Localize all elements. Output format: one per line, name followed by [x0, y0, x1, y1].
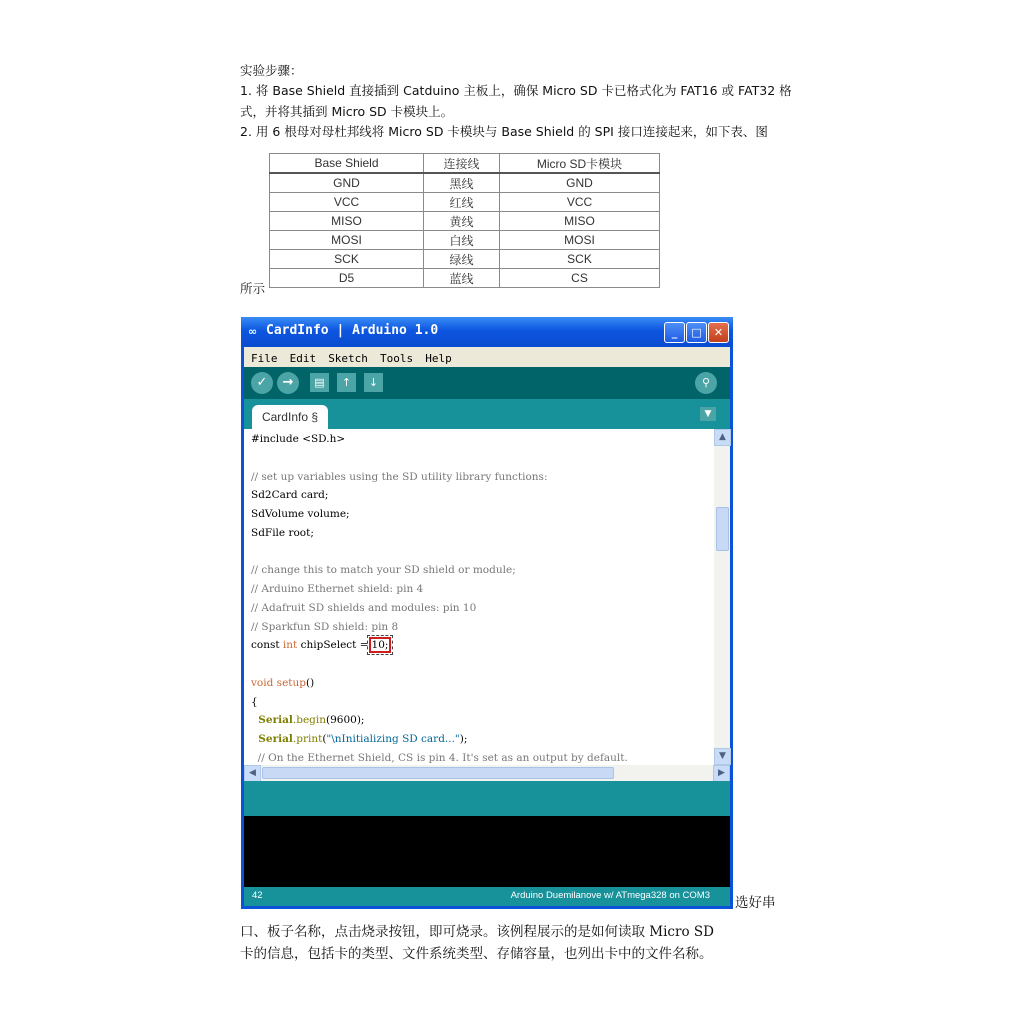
title-bar[interactable] [241, 317, 733, 347]
menu-bar [244, 347, 730, 367]
cell: CS [500, 269, 660, 288]
code-line-blank [251, 449, 628, 468]
cell: GND [500, 173, 660, 193]
code-line-blank [251, 655, 628, 674]
wiring-table [269, 153, 660, 288]
wiring-table-header [270, 154, 660, 174]
scroll-left-icon[interactable]: ◀ [244, 765, 261, 782]
menu-file[interactable]: File [251, 352, 278, 365]
save-button[interactable]: ↓ [364, 373, 383, 392]
cell: SCK [270, 250, 424, 269]
code-line: // set up variables using the SD utility library functions: [251, 470, 548, 483]
code-line: { [251, 695, 258, 708]
header-sd-module: Micro SD卡模块 [500, 154, 660, 174]
console-output [244, 816, 730, 887]
code-token: (9600); [326, 714, 365, 727]
code-line [251, 711, 628, 730]
code-line-chipselect [251, 636, 628, 655]
code-token: .print [292, 733, 323, 745]
code-token: void [251, 676, 274, 689]
verify-button[interactable]: ✓ [251, 372, 273, 394]
step1-line1: 1. 将 Base Shield 直接插到 Catduino 主板上，确保 Micro SD 卡已格式化为 FAT16 或 FAT32 格 [240, 83, 792, 98]
vertical-scroll-thumb[interactable] [716, 507, 729, 551]
cell: 红线 [424, 193, 500, 212]
cell: 黄线 [424, 212, 500, 231]
cell: 白线 [424, 231, 500, 250]
header-base-shield: Base Shield [270, 154, 424, 174]
cell: SCK [500, 250, 660, 269]
open-button[interactable]: ↑ [337, 373, 356, 392]
code-line [251, 730, 628, 749]
code-line: // Adafruit SD shields and modules: pin 10 [251, 601, 477, 614]
code-line: // Sparkfun SD shield: pin 8 [251, 620, 399, 633]
cell: MOSI [270, 231, 424, 250]
line-number: 42 [252, 890, 263, 901]
code-line: #include <SD.h> [251, 433, 346, 445]
heading: 实验步骤： [240, 63, 303, 78]
cell: D5 [270, 269, 424, 288]
scroll-up-icon[interactable]: ▲ [714, 429, 731, 446]
menu-tools[interactable]: Tools [380, 352, 414, 365]
table-row [270, 269, 660, 288]
minimize-button[interactable]: _ [664, 322, 685, 343]
code-token: const [251, 639, 283, 652]
code-line: SdFile root; [251, 526, 314, 539]
cell: GND [270, 173, 424, 193]
code-line [251, 674, 628, 693]
cell: MISO [500, 212, 660, 231]
cell: VCC [500, 193, 660, 212]
table-row [270, 173, 660, 193]
code-line: // change this to match your SD shield or module; [251, 564, 516, 577]
cell: 绿线 [424, 250, 500, 269]
step2-tail: 所示 [240, 281, 266, 296]
status-bar [244, 887, 730, 906]
horizontal-scrollbar[interactable] [244, 765, 730, 781]
table-row [270, 212, 660, 231]
vertical-scrollbar[interactable] [714, 429, 730, 765]
menu-edit[interactable]: Edit [289, 352, 317, 365]
tab-cardinfo[interactable]: CardInfo § [252, 405, 328, 429]
code-token: int [282, 639, 298, 652]
cell: VCC [270, 193, 424, 212]
close-button[interactable]: ✕ [708, 322, 729, 343]
code-token: chipSelect = [297, 639, 369, 652]
upload-button[interactable]: → [277, 372, 299, 394]
cell: 蓝线 [424, 269, 500, 288]
after-line3: 卡的信息，包括卡的类型、文件系统类型、存储容量，也列出卡中的文件名称。 [240, 946, 713, 962]
code-token: setup [273, 676, 306, 689]
cell: 黑线 [424, 173, 500, 193]
code-token: () [306, 676, 315, 689]
header-wire: 连接线 [424, 154, 500, 174]
menu-sketch[interactable]: Sketch [328, 352, 368, 365]
table-row [270, 231, 660, 250]
window-title: CardInfo | Arduino 1.0 [266, 323, 439, 338]
code-token: Serial [251, 733, 293, 745]
code-token: .begin [292, 714, 327, 727]
arduino-logo-icon: ∞ [248, 325, 258, 338]
code-line: // On the Ethernet Shield, CS is pin 4. It's set as an output by default. [251, 751, 628, 764]
scroll-right-icon[interactable]: ▶ [713, 765, 730, 782]
tab-bar [244, 399, 730, 429]
step2-line1: 2. 用 6 根母对母杜邦线将 Micro SD 卡模块与 Base Shield 的 SPI 接口连接起来，如下表、图 [240, 124, 768, 139]
after-line1: 选好串 [735, 895, 776, 911]
arduino-window [241, 317, 733, 909]
cell: MOSI [500, 231, 660, 250]
code-line-blank [251, 543, 628, 562]
maximize-button[interactable]: □ [686, 322, 707, 343]
step1-line2: 式，并将其插到 Micro SD 卡模块上。 [240, 104, 454, 119]
table-row [270, 193, 660, 212]
scroll-down-icon[interactable]: ▼ [714, 748, 731, 765]
serial-monitor-button[interactable]: ⚲ [695, 372, 717, 394]
menu-help[interactable]: Help [425, 352, 452, 365]
cell: MISO [270, 212, 424, 231]
horizontal-scroll-thumb[interactable] [262, 767, 614, 779]
code-line: // Arduino Ethernet shield: pin 4 [251, 583, 424, 595]
code-token: Serial [251, 714, 293, 727]
tab-menu-dropdown-icon[interactable]: ▼ [700, 407, 716, 421]
code-line: Sd2Card card; [251, 489, 329, 502]
table-row [270, 250, 660, 269]
after-line2: 口、板子名称，点击烧录按钮，即可烧录。该例程展示的是如何读取 Micro SD [240, 924, 714, 940]
code-editor[interactable] [244, 429, 714, 765]
board-port-info: Arduino Duemilanove w/ ATmega328 on COM3 [510, 890, 710, 901]
code-token: ( [322, 733, 327, 745]
message-area [244, 781, 730, 816]
new-button[interactable]: ▤ [310, 373, 329, 392]
code-line: SdVolume volume; [251, 508, 350, 520]
code-token: "\nInitializing SD card..." [326, 733, 460, 745]
toolbar [244, 367, 730, 399]
code-token: ); [459, 733, 468, 745]
chipselect-value-highlight: 10; [369, 637, 392, 653]
